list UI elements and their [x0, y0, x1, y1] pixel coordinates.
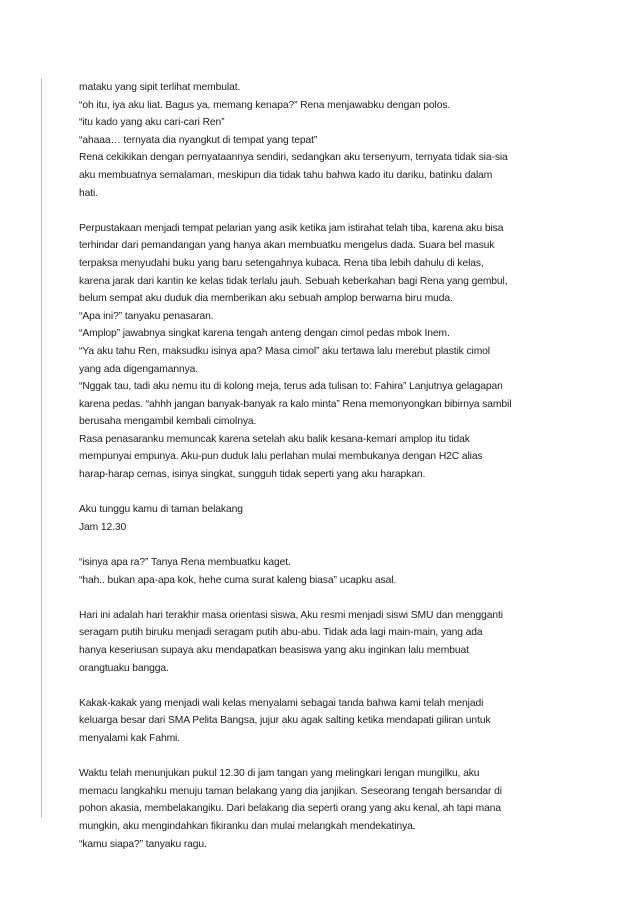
- text-line: “Nggak tau, tadi aku nemu itu di kolong meja, terus ada tulisan to: Fahira” Lanjutnya gelagapan: [79, 381, 503, 393]
- text-line: “hah.. bukan apa-apa kok, hehe cuma surat kaleng biasa” ucapku asal.: [79, 574, 397, 586]
- text-line: memacu langkahku menuju taman belakang yang dia janjikan. Seseorang tengah bersandar di: [79, 785, 502, 797]
- text-line: orangtuaku bangga.: [79, 662, 169, 674]
- text-line: Waktu telah menunjukan pukul 12.30 di jam tangan yang melingkari lengan mungilku, aku: [79, 768, 480, 780]
- text-line: Aku tunggu kamu di taman belakang: [79, 504, 243, 516]
- text-line: terhindar dari pemandangan yang hanya akan membuatku mengelus dada. Suara bel masuk: [79, 240, 495, 252]
- text-line: harap-harap cemas, isinya singkat, sungguh tidak seperti yang aku harapkan.: [79, 469, 426, 481]
- text-line: berusaha mengambil kembali cimolnya.: [79, 416, 257, 428]
- paragraph-gap: [79, 484, 579, 502]
- text-line: mempunyai empunya. Aku-pun duduk lalu perlahan mulai membukanya dengan H2C alias: [79, 451, 483, 463]
- left-margin-rule: [41, 78, 42, 818]
- text-line: keluarga besar dari SMA Pelita Bangsa, jujur aku agak salting ketika mendapati giliran untuk: [79, 715, 491, 727]
- text-line: karena pedas. “ahhh jangan banyak-banyak ra kalo minta” Rena memonyongkan bibirnya sambil: [79, 398, 512, 410]
- text-line: Kakak-kakak yang menjadi wali kelas menyalami sebagai tanda bahwa kami telah menjadi: [79, 697, 484, 709]
- text-line: “itu kado yang aku cari-cari Ren”: [79, 117, 225, 129]
- text-line: “isinya apa ra?” Tanya Rena membuatku kaget.: [79, 557, 291, 569]
- text-line: Rasa penasaranku memuncak karena setelah aku balik kesana-kemari amplop itu tidak: [79, 433, 470, 445]
- text-line: pohon akasia, membelakangiku. Dari belakang dia seperti orang yang aku kenal, ah tapi mana: [79, 803, 502, 815]
- text-line: Perpustakaan menjadi tempat pelarian yang asik ketika jam istirahat telah tiba, karena aku bisa: [79, 222, 504, 234]
- text-line: “kamu siapa?” tanyaku ragu.: [79, 838, 207, 850]
- text-line: Hari ini adalah hari terakhir masa orientasi siswa, Aku resmi menjadi siswi SMU dan mengganti: [79, 609, 503, 621]
- text-line: hati.: [79, 187, 98, 199]
- text-line: “Amplop” jawabnya singkat karena tengah anteng dengan cimol pedas mbok Inem.: [79, 328, 450, 340]
- text-line: “ahaaa… ternyata dia nyangkut di tempat yang tepat”: [79, 134, 318, 146]
- text-line: terpaksa menyudahi buku yang baru setengahnya kubaca. Rena tiba lebih dahulu di kelas,: [79, 257, 484, 269]
- text-line: “oh itu, iya aku liat. Bagus ya, memang kenapa?” Rena menjawabku dengan polos.: [79, 99, 451, 111]
- paragraph-gap: [79, 677, 579, 695]
- text-line: hanya keseriusan supaya aku mendapatkan beasiswa yang aku inginkan lalu membuat: [79, 645, 469, 656]
- document-body: [79, 79, 579, 853]
- text-line: mataku yang sipit terlihat membulat.: [79, 82, 241, 93]
- text-line: belum sempat aku duduk dia memberikan aku sebuah amplop berwarna biru muda.: [79, 293, 453, 305]
- text-line: “Ya aku tahu Ren, maksudku isinya apa? Masa cimol” aku tertawa lalu merebut plastik cimol: [79, 345, 490, 357]
- text-line: “Apa ini?” tanyaku penasaran.: [79, 310, 214, 322]
- text-line: mungkin, aku mengindahkan fikiranku dan mulai melangkah mendekatinya.: [79, 820, 416, 832]
- text-line: Jam 12.30: [79, 521, 127, 533]
- paragraph-gap: [79, 589, 579, 607]
- text-line: aku membuatnya semalaman, meskipun dia tidak tahu bahwa kado itu dariku, batinku dalam: [79, 169, 493, 181]
- text-line: menyalami kak Fahmi.: [79, 732, 180, 744]
- text-line: seragam putih biruku menjadi seragam putih abu-abu. Tidak ada lagi main-main, yang ada: [79, 627, 483, 639]
- paragraph-gap: [79, 202, 579, 220]
- paragraph-gap: [79, 748, 579, 766]
- paragraph-gap: [79, 536, 579, 554]
- text-line: yang ada digengamannya.: [79, 363, 199, 375]
- text-line: karena jarak dari kantin ke kelas tidak terlalu jauh. Sebuah keberkahan bagi Rena yang gembul,: [79, 275, 508, 287]
- text-line: Rena cekikikan dengan pernyataannya sendiri, sedangkan aku tersenyum, ternyata tidak sia-sia: [79, 152, 508, 164]
